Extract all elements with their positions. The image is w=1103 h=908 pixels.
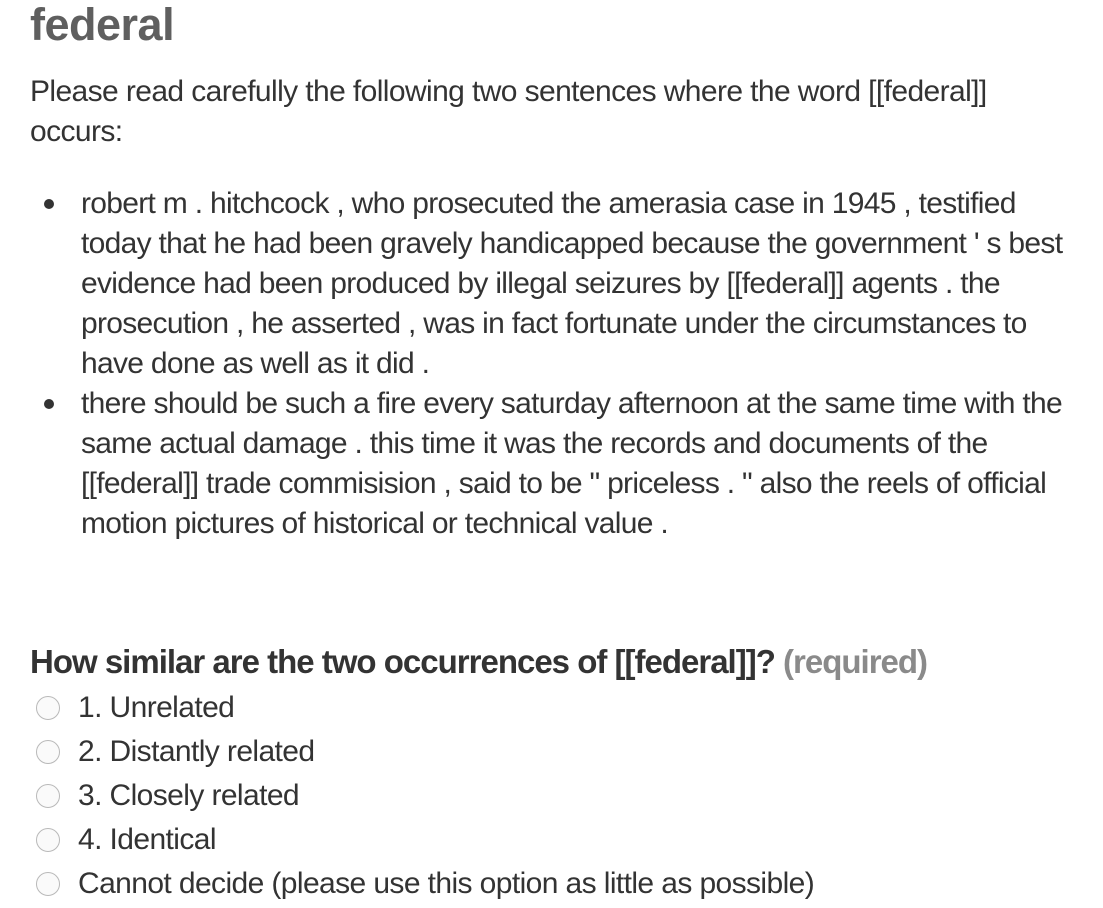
- option-label[interactable]: 4. Identical: [78, 823, 216, 856]
- option-closely-related[interactable]: [30, 774, 1080, 818]
- similarity-question: [30, 642, 1080, 682]
- radio-button[interactable]: [36, 696, 60, 720]
- option-label[interactable]: 1. Unrelated: [78, 691, 235, 724]
- option-distantly-related[interactable]: [30, 730, 1080, 774]
- option-identical[interactable]: [30, 818, 1080, 862]
- target-word-heading: federal: [30, 0, 175, 50]
- similarity-options: [30, 686, 1080, 906]
- sentence-item: [30, 384, 1080, 544]
- required-label: (required): [783, 643, 928, 680]
- option-cannot-decide[interactable]: [30, 862, 1080, 906]
- bullet-icon: [44, 399, 54, 409]
- option-unrelated[interactable]: [30, 686, 1080, 730]
- option-label[interactable]: Cannot decide (please use this option as little as possible): [78, 867, 815, 900]
- bullet-icon: [44, 199, 54, 209]
- instructions-text: Please read carefully the following two sentences where the word [[federal]] occurs:: [30, 75, 987, 148]
- sentence-list: [30, 184, 1080, 544]
- sentence-item: [30, 184, 1080, 384]
- option-label[interactable]: 2. Distantly related: [78, 735, 315, 768]
- option-label[interactable]: 3. Closely related: [78, 779, 299, 812]
- sentence-text: robert m . hitchcock , who prosecuted the amerasia case in 1945 , testified today that he had been gravely handicapped because the government ' s best evidence had been produced by illegal seizures by [[federal]] agents . the prosecution , he asserted , was in fact fortunate under the circumstances to have done as well as it did .: [81, 187, 1063, 380]
- radio-button[interactable]: [36, 872, 60, 896]
- radio-button[interactable]: [36, 828, 60, 852]
- task-container: [30, 0, 1080, 906]
- radio-button[interactable]: [36, 784, 60, 808]
- radio-button[interactable]: [36, 740, 60, 764]
- question-text: How similar are the two occurrences of [[federal]]?: [30, 643, 775, 680]
- sentence-text: there should be such a fire every saturday afternoon at the same time with the same actual damage . this time it was the records and documents of the [[federal]] trade commisision , said to be " priceless . " also the reels of official motion pictures of historical or technical value .: [81, 387, 1062, 540]
